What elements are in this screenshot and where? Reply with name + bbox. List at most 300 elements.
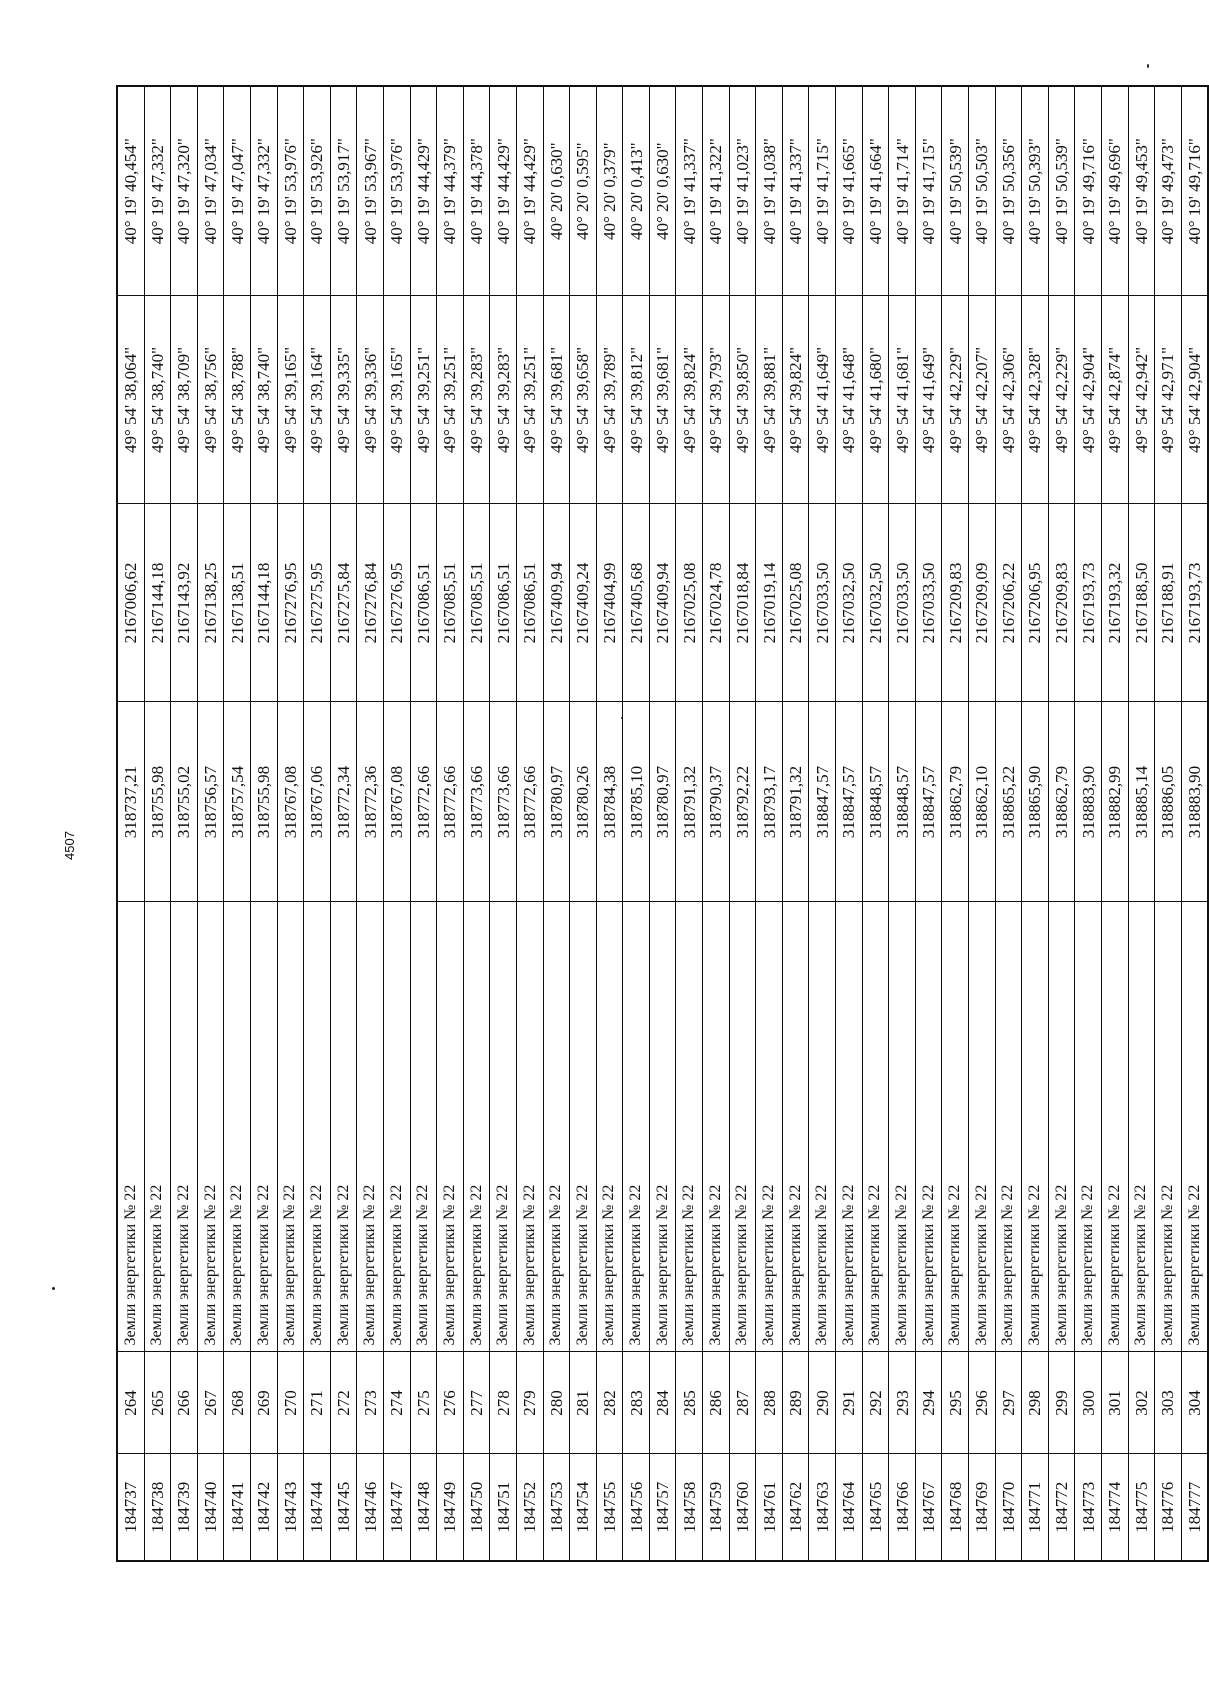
cell-y-coordinate: 2167275,84 xyxy=(330,504,357,702)
cell-point-number: 276 xyxy=(437,1352,464,1454)
cell-x-coordinate: 318780,97 xyxy=(543,702,570,902)
cell-land-category: Земли энергетики № 22 xyxy=(703,902,730,1352)
table-row xyxy=(889,86,916,1561)
cell-point-id: 184770 xyxy=(995,1454,1022,1561)
table-row xyxy=(570,86,597,1561)
cell-latitude: 49° 54' 38,064" xyxy=(117,296,144,504)
cell-x-coordinate: 318885,14 xyxy=(1128,702,1155,902)
cell-longitude: 40° 19' 53,967" xyxy=(357,86,384,296)
cell-land-category: Земли энергетики № 22 xyxy=(437,902,464,1352)
cell-latitude: 49° 54' 42,971" xyxy=(1155,296,1182,504)
cell-land-category: Земли энергетики № 22 xyxy=(756,902,783,1352)
table-row xyxy=(1048,86,1075,1561)
cell-y-coordinate: 2167025,08 xyxy=(676,504,703,702)
cell-y-coordinate: 2167033,50 xyxy=(889,504,916,702)
coordinates-table-region xyxy=(116,87,1205,1562)
scan-speck xyxy=(1147,64,1149,68)
cell-latitude: 49° 54' 38,756" xyxy=(197,296,224,504)
cell-point-id: 184769 xyxy=(969,1454,996,1561)
cell-x-coordinate: 318772,66 xyxy=(410,702,437,902)
table-row xyxy=(383,86,410,1561)
cell-land-category: Земли энергетики № 22 xyxy=(410,902,437,1352)
cell-longitude: 40° 19' 41,714" xyxy=(889,86,916,296)
cell-point-number: 277 xyxy=(463,1352,490,1454)
cell-longitude: 40° 19' 49,453" xyxy=(1128,86,1155,296)
cell-land-category: Земли энергетики № 22 xyxy=(676,902,703,1352)
cell-land-category: Земли энергетики № 22 xyxy=(117,902,144,1352)
cell-x-coordinate: 318792,22 xyxy=(729,702,756,902)
cell-longitude: 40° 19' 47,034" xyxy=(197,86,224,296)
cell-point-number: 271 xyxy=(304,1352,331,1454)
cell-latitude: 49° 54' 39,789" xyxy=(596,296,623,504)
cell-longitude: 40° 19' 47,332" xyxy=(144,86,171,296)
table-row xyxy=(942,86,969,1561)
cell-point-id: 184740 xyxy=(197,1454,224,1561)
cell-point-id: 184764 xyxy=(836,1454,863,1561)
cell-land-category: Земли энергетики № 22 xyxy=(357,902,384,1352)
cell-y-coordinate: 2167019,14 xyxy=(756,504,783,702)
table-row xyxy=(277,86,304,1561)
cell-longitude: 40° 19' 41,665" xyxy=(836,86,863,296)
cell-y-coordinate: 2167032,50 xyxy=(862,504,889,702)
cell-x-coordinate: 318757,54 xyxy=(224,702,251,902)
cell-point-number: 286 xyxy=(703,1352,730,1454)
cell-latitude: 49° 54' 39,283" xyxy=(463,296,490,504)
table-row xyxy=(1075,86,1102,1561)
cell-longitude: 40° 19' 49,473" xyxy=(1155,86,1182,296)
cell-latitude: 49° 54' 42,229" xyxy=(1048,296,1075,504)
cell-longitude: 40° 19' 47,320" xyxy=(171,86,198,296)
cell-y-coordinate: 2167032,50 xyxy=(836,504,863,702)
table-row xyxy=(224,86,251,1561)
cell-latitude: 49° 54' 41,649" xyxy=(915,296,942,504)
table-row xyxy=(729,86,756,1561)
table-row xyxy=(357,86,384,1561)
cell-latitude: 49° 54' 42,306" xyxy=(995,296,1022,504)
cell-point-number: 299 xyxy=(1048,1352,1075,1454)
cell-point-id: 184754 xyxy=(570,1454,597,1561)
table-row xyxy=(1101,86,1128,1561)
cell-latitude: 49° 54' 42,904" xyxy=(1075,296,1102,504)
cell-point-number: 290 xyxy=(809,1352,836,1454)
cell-point-number: 294 xyxy=(915,1352,942,1454)
cell-land-category: Земли энергетики № 22 xyxy=(383,902,410,1352)
cell-point-number: 268 xyxy=(224,1352,251,1454)
cell-latitude: 49° 54' 39,658" xyxy=(570,296,597,504)
cell-longitude: 40° 19' 41,023" xyxy=(729,86,756,296)
cell-longitude: 40° 19' 53,976" xyxy=(277,86,304,296)
cell-point-number: 288 xyxy=(756,1352,783,1454)
cell-land-category: Земли энергетики № 22 xyxy=(969,902,996,1352)
cell-x-coordinate: 318862,79 xyxy=(1048,702,1075,902)
cell-land-category: Земли энергетики № 22 xyxy=(1181,902,1208,1352)
cell-point-number: 283 xyxy=(623,1352,650,1454)
cell-longitude: 40° 19' 53,976" xyxy=(383,86,410,296)
cell-y-coordinate: 2167409,94 xyxy=(543,504,570,702)
cell-point-id: 184756 xyxy=(623,1454,650,1561)
cell-land-category: Земли энергетики № 22 xyxy=(596,902,623,1352)
cell-x-coordinate: 318862,10 xyxy=(969,702,996,902)
cell-point-id: 184760 xyxy=(729,1454,756,1561)
cell-y-coordinate: 2167276,95 xyxy=(383,504,410,702)
cell-point-number: 274 xyxy=(383,1352,410,1454)
cell-latitude: 49° 54' 42,904" xyxy=(1181,296,1208,504)
cell-point-number: 284 xyxy=(649,1352,676,1454)
cell-longitude: 40° 19' 49,716" xyxy=(1075,86,1102,296)
cell-latitude: 49° 54' 42,942" xyxy=(1128,296,1155,504)
cell-latitude: 49° 54' 39,793" xyxy=(703,296,730,504)
cell-y-coordinate: 2167206,95 xyxy=(1022,504,1049,702)
cell-y-coordinate: 2167405,68 xyxy=(623,504,650,702)
cell-land-category: Земли энергетики № 22 xyxy=(516,902,543,1352)
cell-point-number: 304 xyxy=(1181,1352,1208,1454)
cell-point-id: 184761 xyxy=(756,1454,783,1561)
cell-land-category: Земли энергетики № 22 xyxy=(782,902,809,1352)
table-row xyxy=(1181,86,1208,1561)
cell-latitude: 49° 54' 39,283" xyxy=(490,296,517,504)
cell-x-coordinate: 318780,26 xyxy=(570,702,597,902)
cell-point-number: 282 xyxy=(596,1352,623,1454)
cell-point-number: 264 xyxy=(117,1352,144,1454)
cell-y-coordinate: 2167188,50 xyxy=(1128,504,1155,702)
cell-longitude: 40° 19' 44,378" xyxy=(463,86,490,296)
table-row xyxy=(437,86,464,1561)
cell-land-category: Земли энергетики № 22 xyxy=(490,902,517,1352)
cell-land-category: Земли энергетики № 22 xyxy=(250,902,277,1352)
cell-x-coordinate: 318767,08 xyxy=(277,702,304,902)
cell-y-coordinate: 2167193,73 xyxy=(1075,504,1102,702)
cell-y-coordinate: 2167138,51 xyxy=(224,504,251,702)
table-row xyxy=(676,86,703,1561)
scan-speck xyxy=(52,1287,55,1290)
cell-x-coordinate: 318847,57 xyxy=(836,702,863,902)
cell-point-number: 291 xyxy=(836,1352,863,1454)
cell-point-id: 184768 xyxy=(942,1454,969,1561)
cell-x-coordinate: 318865,22 xyxy=(995,702,1022,902)
cell-point-number: 266 xyxy=(171,1352,198,1454)
cell-y-coordinate: 2167409,24 xyxy=(570,504,597,702)
cell-y-coordinate: 2167144,18 xyxy=(250,504,277,702)
cell-longitude: 40° 19' 53,917" xyxy=(330,86,357,296)
cell-point-id: 184762 xyxy=(782,1454,809,1561)
cell-x-coordinate: 318862,79 xyxy=(942,702,969,902)
cell-point-id: 184759 xyxy=(703,1454,730,1561)
cell-longitude: 40° 19' 50,393" xyxy=(1022,86,1049,296)
cell-point-id: 184746 xyxy=(357,1454,384,1561)
table-row xyxy=(703,86,730,1561)
cell-point-id: 184743 xyxy=(277,1454,304,1561)
table-row xyxy=(304,86,331,1561)
cell-y-coordinate: 2167033,50 xyxy=(915,504,942,702)
cell-point-number: 269 xyxy=(250,1352,277,1454)
cell-y-coordinate: 2167404,99 xyxy=(596,504,623,702)
cell-y-coordinate: 2167206,22 xyxy=(995,504,1022,702)
cell-x-coordinate: 318793,17 xyxy=(756,702,783,902)
cell-x-coordinate: 318848,57 xyxy=(889,702,916,902)
cell-latitude: 49° 54' 39,165" xyxy=(277,296,304,504)
cell-y-coordinate: 2167025,08 xyxy=(782,504,809,702)
cell-latitude: 49° 54' 39,336" xyxy=(357,296,384,504)
cell-land-category: Земли энергетики № 22 xyxy=(570,902,597,1352)
cell-land-category: Земли энергетики № 22 xyxy=(463,902,490,1352)
cell-x-coordinate: 318756,57 xyxy=(197,702,224,902)
table-row xyxy=(463,86,490,1561)
cell-point-id: 184747 xyxy=(383,1454,410,1561)
table-row xyxy=(649,86,676,1561)
cell-y-coordinate: 2167143,92 xyxy=(171,504,198,702)
cell-point-id: 184741 xyxy=(224,1454,251,1561)
cell-x-coordinate: 318773,66 xyxy=(490,702,517,902)
cell-longitude: 40° 19' 41,337" xyxy=(782,86,809,296)
cell-land-category: Земли энергетики № 22 xyxy=(1101,902,1128,1352)
cell-x-coordinate: 318847,57 xyxy=(915,702,942,902)
cell-longitude: 40° 19' 47,047" xyxy=(224,86,251,296)
cell-point-number: 293 xyxy=(889,1352,916,1454)
cell-latitude: 49° 54' 42,874" xyxy=(1101,296,1128,504)
cell-land-category: Земли энергетики № 22 xyxy=(995,902,1022,1352)
cell-y-coordinate: 2167276,84 xyxy=(357,504,384,702)
cell-point-id: 184776 xyxy=(1155,1454,1182,1561)
cell-y-coordinate: 2167085,51 xyxy=(437,504,464,702)
cell-longitude: 40° 19' 41,715" xyxy=(915,86,942,296)
cell-x-coordinate: 318847,57 xyxy=(809,702,836,902)
cell-point-number: 301 xyxy=(1101,1352,1128,1454)
cell-longitude: 40° 19' 49,716" xyxy=(1181,86,1208,296)
cell-point-number: 287 xyxy=(729,1352,756,1454)
cell-y-coordinate: 2167024,78 xyxy=(703,504,730,702)
cell-land-category: Земли энергетики № 22 xyxy=(171,902,198,1352)
cell-x-coordinate: 318780,97 xyxy=(649,702,676,902)
table-row xyxy=(836,86,863,1561)
cell-point-id: 184774 xyxy=(1101,1454,1128,1561)
cell-x-coordinate: 318755,98 xyxy=(144,702,171,902)
cell-latitude: 49° 54' 39,335" xyxy=(330,296,357,504)
cell-point-id: 184750 xyxy=(463,1454,490,1561)
cell-y-coordinate: 2167086,51 xyxy=(490,504,517,702)
cell-land-category: Земли энергетики № 22 xyxy=(1075,902,1102,1352)
cell-longitude: 40° 19' 50,503" xyxy=(969,86,996,296)
cell-longitude: 40° 19' 40,454" xyxy=(117,86,144,296)
cell-land-category: Земли энергетики № 22 xyxy=(304,902,331,1352)
cell-land-category: Земли энергетики № 22 xyxy=(915,902,942,1352)
cell-land-category: Земли энергетики № 22 xyxy=(809,902,836,1352)
cell-point-number: 303 xyxy=(1155,1352,1182,1454)
cell-land-category: Земли энергетики № 22 xyxy=(224,902,251,1352)
cell-longitude: 40° 19' 41,038" xyxy=(756,86,783,296)
cell-point-number: 297 xyxy=(995,1352,1022,1454)
cell-y-coordinate: 2167086,51 xyxy=(516,504,543,702)
cell-latitude: 49° 54' 42,328" xyxy=(1022,296,1049,504)
cell-latitude: 49° 54' 39,812" xyxy=(623,296,650,504)
cell-latitude: 49° 54' 39,251" xyxy=(516,296,543,504)
cell-latitude: 49° 54' 39,165" xyxy=(383,296,410,504)
cell-x-coordinate: 318883,90 xyxy=(1075,702,1102,902)
cell-point-number: 265 xyxy=(144,1352,171,1454)
cell-land-category: Земли энергетики № 22 xyxy=(144,902,171,1352)
cell-latitude: 49° 54' 42,229" xyxy=(942,296,969,504)
cell-point-number: 281 xyxy=(570,1352,597,1454)
cell-point-number: 275 xyxy=(410,1352,437,1454)
cell-land-category: Земли энергетики № 22 xyxy=(623,902,650,1352)
cell-longitude: 40° 19' 50,539" xyxy=(942,86,969,296)
cell-x-coordinate: 318886,05 xyxy=(1155,702,1182,902)
page-number xyxy=(59,815,79,875)
cell-point-id: 184744 xyxy=(304,1454,331,1561)
cell-latitude: 49° 54' 41,649" xyxy=(809,296,836,504)
table-row xyxy=(410,86,437,1561)
cell-x-coordinate: 318791,32 xyxy=(676,702,703,902)
cell-y-coordinate: 2167209,83 xyxy=(942,504,969,702)
cell-latitude: 49° 54' 41,681" xyxy=(889,296,916,504)
cell-x-coordinate: 318883,90 xyxy=(1181,702,1208,902)
cell-y-coordinate: 2167144,18 xyxy=(144,504,171,702)
cell-x-coordinate: 318737,21 xyxy=(117,702,144,902)
cell-land-category: Земли энергетики № 22 xyxy=(1022,902,1049,1352)
cell-latitude: 49° 54' 39,824" xyxy=(676,296,703,504)
cell-longitude: 40° 19' 50,539" xyxy=(1048,86,1075,296)
cell-point-id: 184758 xyxy=(676,1454,703,1561)
table-row xyxy=(623,86,650,1561)
cell-x-coordinate: 318848,57 xyxy=(862,702,889,902)
cell-latitude: 49° 54' 39,824" xyxy=(782,296,809,504)
cell-longitude: 40° 19' 50,356" xyxy=(995,86,1022,296)
cell-latitude: 49° 54' 39,251" xyxy=(410,296,437,504)
cell-point-id: 184755 xyxy=(596,1454,623,1561)
cell-longitude: 40° 19' 47,332" xyxy=(250,86,277,296)
cell-point-id: 184772 xyxy=(1048,1454,1075,1561)
cell-point-number: 285 xyxy=(676,1352,703,1454)
table-row xyxy=(756,86,783,1561)
cell-longitude: 40° 20' 0,630" xyxy=(543,86,570,296)
cell-point-number: 296 xyxy=(969,1352,996,1454)
cell-point-number: 298 xyxy=(1022,1352,1049,1454)
table-row xyxy=(330,86,357,1561)
table-row xyxy=(117,86,144,1561)
cell-point-id: 184757 xyxy=(649,1454,676,1561)
cell-longitude: 40° 20' 0,413" xyxy=(623,86,650,296)
cell-point-id: 184752 xyxy=(516,1454,543,1561)
cell-point-id: 184753 xyxy=(543,1454,570,1561)
cell-point-id: 184748 xyxy=(410,1454,437,1561)
cell-longitude: 40° 20' 0,595" xyxy=(570,86,597,296)
cell-land-category: Земли энергетики № 22 xyxy=(729,902,756,1352)
table-row xyxy=(1155,86,1182,1561)
cell-point-id: 184739 xyxy=(171,1454,198,1561)
cell-latitude: 49° 54' 39,251" xyxy=(437,296,464,504)
cell-land-category: Земли энергетики № 22 xyxy=(649,902,676,1352)
cell-land-category: Земли энергетики № 22 xyxy=(543,902,570,1352)
cell-latitude: 49° 54' 39,681" xyxy=(543,296,570,504)
cell-y-coordinate: 2167006,62 xyxy=(117,504,144,702)
cell-y-coordinate: 2167033,50 xyxy=(809,504,836,702)
coordinates-table xyxy=(116,85,1209,1562)
cell-point-id: 184751 xyxy=(490,1454,517,1561)
table-row xyxy=(782,86,809,1561)
table-row xyxy=(543,86,570,1561)
cell-latitude: 49° 54' 39,681" xyxy=(649,296,676,504)
cell-x-coordinate: 318865,90 xyxy=(1022,702,1049,902)
cell-point-id: 184775 xyxy=(1128,1454,1155,1561)
cell-point-id: 184766 xyxy=(889,1454,916,1561)
cell-land-category: Земли энергетики № 22 xyxy=(862,902,889,1352)
cell-point-id: 184742 xyxy=(250,1454,277,1561)
cell-longitude: 40° 19' 41,337" xyxy=(676,86,703,296)
cell-x-coordinate: 318791,32 xyxy=(782,702,809,902)
cell-x-coordinate: 318755,02 xyxy=(171,702,198,902)
cell-point-number: 273 xyxy=(357,1352,384,1454)
cell-point-id: 184777 xyxy=(1181,1454,1208,1561)
page-number-label: 4507 xyxy=(61,830,77,860)
cell-y-coordinate: 2167409,94 xyxy=(649,504,676,702)
cell-longitude: 40° 19' 53,926" xyxy=(304,86,331,296)
table-row xyxy=(915,86,942,1561)
cell-latitude: 49° 54' 39,164" xyxy=(304,296,331,504)
cell-point-number: 295 xyxy=(942,1352,969,1454)
cell-land-category: Земли энергетики № 22 xyxy=(1155,902,1182,1352)
cell-point-id: 184767 xyxy=(915,1454,942,1561)
cell-land-category: Земли энергетики № 22 xyxy=(889,902,916,1352)
cell-latitude: 49° 54' 41,680" xyxy=(862,296,889,504)
cell-point-number: 272 xyxy=(330,1352,357,1454)
cell-land-category: Земли энергетики № 22 xyxy=(836,902,863,1352)
cell-x-coordinate: 318772,66 xyxy=(437,702,464,902)
table-row xyxy=(596,86,623,1561)
cell-land-category: Земли энергетики № 22 xyxy=(1048,902,1075,1352)
cell-x-coordinate: 318772,34 xyxy=(330,702,357,902)
table-row xyxy=(171,86,198,1561)
cell-x-coordinate: 318790,37 xyxy=(703,702,730,902)
cell-x-coordinate: 318755,98 xyxy=(250,702,277,902)
cell-latitude: 49° 54' 39,881" xyxy=(756,296,783,504)
cell-point-id: 184763 xyxy=(809,1454,836,1561)
cell-longitude: 40° 19' 49,696" xyxy=(1101,86,1128,296)
cell-y-coordinate: 2167085,51 xyxy=(463,504,490,702)
table-row xyxy=(516,86,543,1561)
cell-point-id: 184745 xyxy=(330,1454,357,1561)
cell-point-number: 280 xyxy=(543,1352,570,1454)
cell-latitude: 49° 54' 38,740" xyxy=(250,296,277,504)
cell-longitude: 40° 19' 44,429" xyxy=(490,86,517,296)
cell-longitude: 40° 19' 41,664" xyxy=(862,86,889,296)
cell-point-id: 184765 xyxy=(862,1454,889,1561)
table-row xyxy=(1128,86,1155,1561)
cell-x-coordinate: 318773,66 xyxy=(463,702,490,902)
cell-point-number: 278 xyxy=(490,1352,517,1454)
table-row xyxy=(490,86,517,1561)
cell-point-id: 184749 xyxy=(437,1454,464,1561)
coordinates-table-rotated xyxy=(116,87,1205,1562)
cell-x-coordinate: 318767,08 xyxy=(383,702,410,902)
cell-longitude: 40° 20' 0,630" xyxy=(649,86,676,296)
cell-y-coordinate: 2167209,83 xyxy=(1048,504,1075,702)
table-row xyxy=(809,86,836,1561)
cell-x-coordinate: 318784,38 xyxy=(596,702,623,902)
cell-point-number: 289 xyxy=(782,1352,809,1454)
table-row xyxy=(995,86,1022,1561)
cell-land-category: Земли энергетики № 22 xyxy=(197,902,224,1352)
cell-y-coordinate: 2167275,95 xyxy=(304,504,331,702)
cell-longitude: 40° 20' 0,379" xyxy=(596,86,623,296)
cell-x-coordinate: 318882,99 xyxy=(1101,702,1128,902)
cell-latitude: 49° 54' 39,850" xyxy=(729,296,756,504)
cell-point-number: 292 xyxy=(862,1352,889,1454)
cell-point-id: 184771 xyxy=(1022,1454,1049,1561)
cell-y-coordinate: 2167193,73 xyxy=(1181,504,1208,702)
cell-point-id: 184737 xyxy=(117,1454,144,1561)
cell-longitude: 40° 19' 41,322" xyxy=(703,86,730,296)
table-row xyxy=(862,86,889,1561)
cell-y-coordinate: 2167086,51 xyxy=(410,504,437,702)
